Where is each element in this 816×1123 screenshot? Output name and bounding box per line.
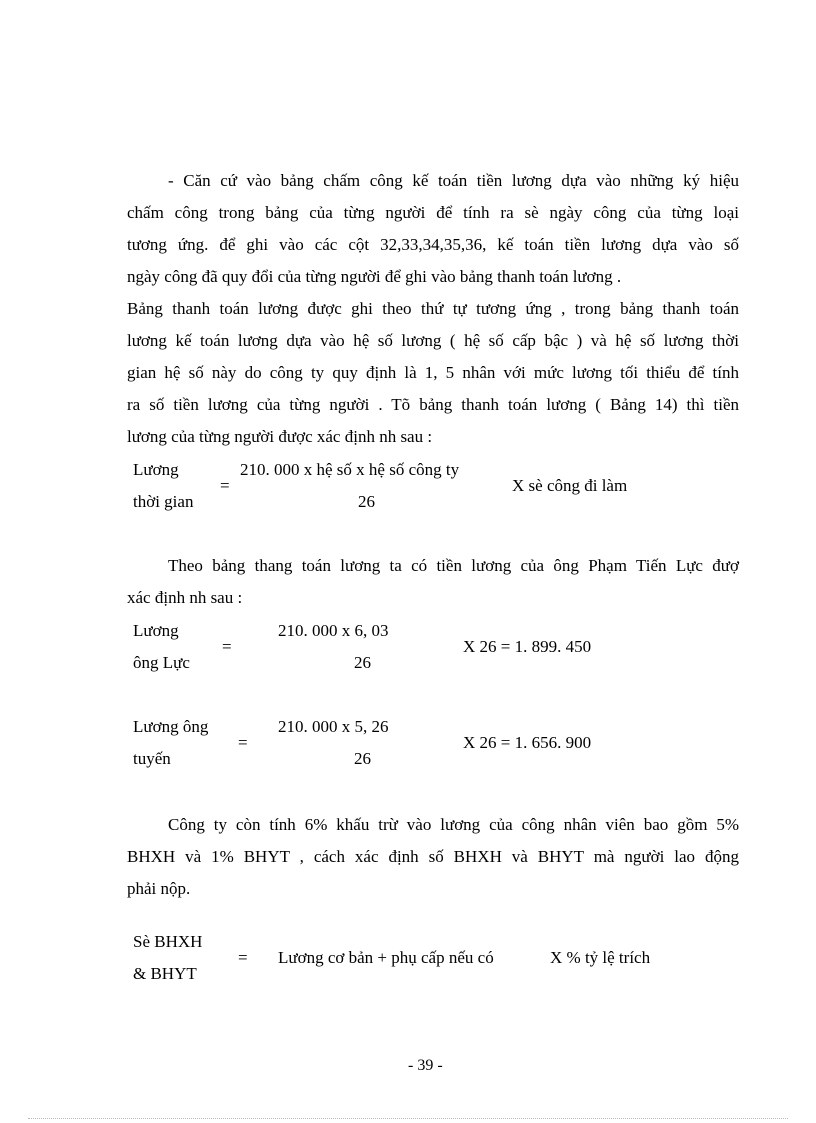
paragraph2-line-5: lương của từng người được xác định nh sau : xyxy=(127,427,433,446)
paragraph1-line-4: ngày công đã quy đổi của từng người để ghi vào bảng thanh toán lương . xyxy=(127,267,622,286)
page-number: - 39 - xyxy=(408,1057,443,1074)
formula1-equals: = xyxy=(220,476,230,495)
formula1-label-line2: thời gian xyxy=(133,492,194,511)
paragraph4-line-1: Công ty còn tính 6% khấu trừ vào lương của công nhân viên bao gồm 5% xyxy=(168,815,739,834)
formula1-numerator: 210. 000 x hệ số x hệ số công ty xyxy=(240,460,460,479)
formula2-label-line2: ông Lực xyxy=(133,653,190,672)
paragraph4-line-2: BHXH và 1% BHYT , cách xác định số BHXH và BHYT mà người lao động xyxy=(127,847,739,866)
formula4-rate: X % tỷ lệ trích xyxy=(550,948,651,967)
paragraph2-line-4: ra số tiền lương của từng người . Tõ bảng thanh toán lương ( Bảng 14) thì tiền xyxy=(127,395,739,414)
paragraph2-line-2: lương kế toán lương dựa vào hệ số lương ( hệ số cấp bậc ) và hệ số lương thời xyxy=(127,331,739,350)
formula1-denominator: 26 xyxy=(358,492,375,511)
paragraph1-line-3: tương ứng. để ghi vào các cột 32,33,34,35,36, kế toán tiền lương dựa vào số xyxy=(127,235,739,254)
paragraph1-line-1: - Căn cứ vào bảng chấm công kế toán tiền lương dựa vào những ký hiệu xyxy=(168,171,739,190)
formula2-denominator: 26 xyxy=(354,653,371,672)
formula4-base: Lương cơ bản + phụ cấp nếu có xyxy=(278,948,494,967)
paragraph2-line-1: Bảng thanh toán lương được ghi theo thứ tự tương ứng , trong bảng thanh toán xyxy=(127,299,739,318)
formula3-equals: = xyxy=(238,733,248,752)
paragraph3-line-2: xác định nh sau : xyxy=(127,588,243,607)
formula1-multiplier: X sè công đi làm xyxy=(512,476,628,495)
formula2-result: X 26 = 1. 899. 450 xyxy=(463,637,592,656)
formula3-label-line2: tuyến xyxy=(133,749,171,768)
formula2-label-line1: Lương xyxy=(133,621,179,640)
formula4-label-line2: & BHYT xyxy=(133,964,197,983)
formula3-result: X 26 = 1. 656. 900 xyxy=(463,733,592,752)
paragraph4-line-3: phải nộp. xyxy=(127,879,191,898)
formula3-numerator: 210. 000 x 5, 26 xyxy=(278,717,389,736)
formula2-equals: = xyxy=(222,637,232,656)
paragraph2-line-3: gian hệ số này do công ty quy định là 1, 5 nhân với mức lương tối thiểu để tính xyxy=(127,363,739,382)
formula1-label-line1: Lương xyxy=(133,460,179,479)
formula3-label-line1: Lương ông xyxy=(133,717,209,736)
footer-divider xyxy=(28,1118,788,1119)
formula2-numerator: 210. 000 x 6, 03 xyxy=(278,621,389,640)
formula4-label-line1: Sè BHXH xyxy=(133,932,203,951)
formula4-equals: = xyxy=(238,948,248,967)
paragraph1-line-2: chấm công trong bảng của từng người để tính ra sè ngày công của từng loại xyxy=(127,203,739,222)
paragraph3-line-1: Theo bảng thang toán lương ta có tiền lương của ông Phạm Tiến Lực đượ xyxy=(168,556,739,575)
formula3-denominator: 26 xyxy=(354,749,371,768)
